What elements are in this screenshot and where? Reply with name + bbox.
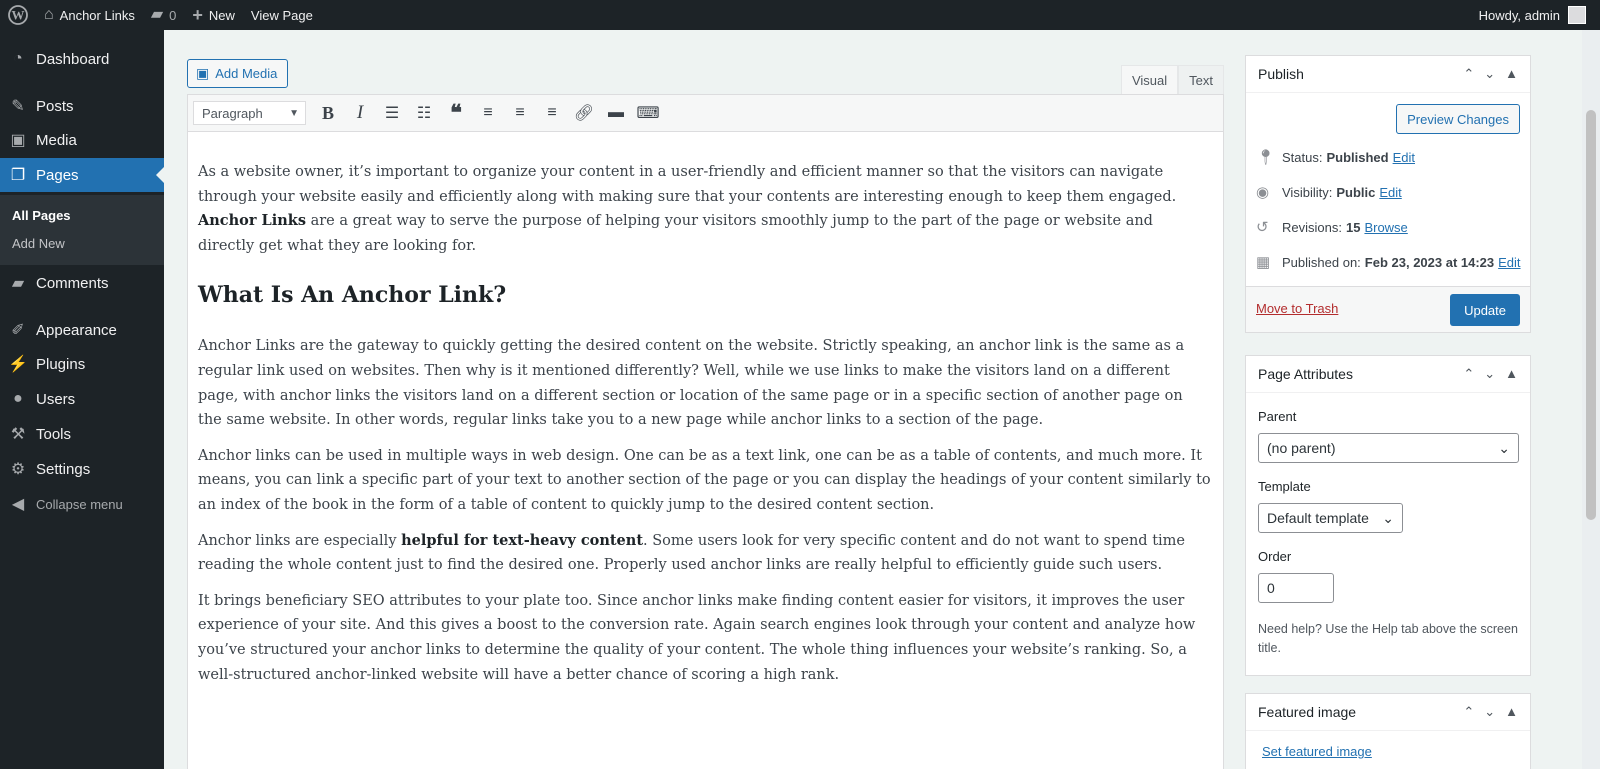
- chevron-up-icon[interactable]: ⌃: [1463, 366, 1475, 381]
- revisions-label: Revisions:: [1282, 219, 1342, 235]
- svg-text:W: W: [11, 7, 25, 23]
- featured-image-header: [1246, 694, 1530, 731]
- format-select[interactable]: [193, 101, 306, 125]
- pin-icon: 📍︎: [1256, 149, 1276, 166]
- eye-icon: ◉: [1256, 184, 1270, 201]
- quote-icon: ❝: [450, 100, 462, 125]
- numbered-list-icon: ☷: [416, 105, 432, 122]
- view-page-label: View Page: [250, 7, 313, 23]
- box-controls: [1463, 66, 1530, 82]
- browse-revisions-link[interactable]: Browse: [1364, 219, 1408, 235]
- sidebar-item-posts[interactable]: [0, 89, 164, 123]
- add-media-label: Add Media: [215, 66, 278, 81]
- history-icon: ↺: [1256, 219, 1269, 236]
- calendar-icon: ▦: [1256, 254, 1271, 271]
- brush-icon: ✐: [11, 322, 25, 339]
- paragraph-text: Anchor links are especially: [198, 532, 397, 549]
- page-attributes-box: [1245, 355, 1531, 676]
- visibility-label: Visibility:: [1282, 184, 1333, 200]
- chevron-up-icon[interactable]: ⌃: [1463, 704, 1475, 719]
- bullet-list-icon: ☰: [384, 105, 400, 122]
- sidebar-item-label: Dashboard: [36, 50, 110, 68]
- pages-submenu: [0, 195, 164, 265]
- chevron-down-icon[interactable]: ⌄: [1484, 704, 1496, 719]
- numbered-list-button[interactable]: [408, 99, 440, 127]
- editor-toolbar: [187, 94, 1224, 132]
- paragraph-5: It brings beneficiary SEO attributes to your plate too. Since anchor links make finding content easier for visitors, it improves the user experience of your site. And this gives a boost to the conversion rate. Again search engines look through your content and analyze how you’ve structured your anchor links to determine the quality of your content. The whole thing influences your website’s ranking. So, a well-structured anchor-linked website will have a better chance of scoring a high rank.: [198, 592, 1196, 683]
- paragraph-3: Anchor links can be used in multiple ways in web design. One can be as a text link, one can be as a table of contents, and much more. It means, you can link a specific part of your text to another section of the page or you can display the headings of your content similarly to an index of the book in the form of a table of content to quickly jump to the desired content section.: [198, 447, 1211, 513]
- chevron-down-icon: ▼: [289, 107, 299, 119]
- help-text: Need help? Use the Help tab above the screen title.: [1258, 622, 1518, 655]
- comment-icon: ▰: [11, 275, 25, 292]
- order-label: Order: [1258, 549, 1292, 564]
- howdy-label: Howdy, admin: [1478, 7, 1560, 23]
- publish-actions: [1246, 286, 1530, 332]
- collapse-menu-label: Collapse menu: [36, 496, 123, 512]
- published-value: Feb 23, 2023 at 14:23: [1364, 254, 1495, 270]
- dashboard-icon: ◔: [13, 50, 23, 67]
- sidebar-item-label: Posts: [36, 97, 74, 115]
- preview-changes-button[interactable]: Preview Changes: [1396, 104, 1520, 134]
- toggle-arrow-icon[interactable]: ▲: [1505, 366, 1518, 381]
- order-input[interactable]: 0: [1258, 573, 1334, 603]
- set-featured-image-link[interactable]: Set featured image: [1262, 744, 1372, 759]
- media-icon: ▣: [196, 65, 210, 81]
- tab-visual[interactable]: Visual: [1121, 65, 1178, 95]
- bold-button[interactable]: B: [321, 102, 334, 123]
- sidebar-item-media[interactable]: [0, 123, 164, 157]
- toolbar-toggle-button[interactable]: [632, 99, 664, 127]
- new-label: New: [208, 7, 235, 23]
- visibility-value: Public: [1336, 184, 1376, 200]
- toggle-arrow-icon[interactable]: ▲: [1505, 66, 1518, 81]
- toggle-arrow-icon[interactable]: ▲: [1505, 704, 1518, 719]
- editor-content[interactable]: [187, 132, 1224, 769]
- publish-box: [1245, 55, 1531, 333]
- revisions-row: [1256, 218, 1408, 236]
- published-label: Published on:: [1282, 254, 1361, 270]
- media-icon: ▣: [10, 132, 26, 149]
- collapse-menu-button[interactable]: [0, 487, 164, 521]
- chevron-down-icon[interactable]: ⌄: [1484, 366, 1496, 381]
- format-value: Paragraph: [202, 105, 263, 121]
- chevron-down-icon[interactable]: ⌄: [1484, 66, 1496, 81]
- align-center-button[interactable]: [504, 99, 536, 127]
- move-to-trash-link[interactable]: Move to Trash: [1256, 301, 1339, 316]
- blockquote-button[interactable]: [440, 99, 472, 127]
- paragraph-4: [198, 529, 1211, 578]
- featured-image-box: [1245, 693, 1531, 769]
- admin-bar: [0, 0, 1600, 30]
- sidebar-item-label: Pages: [36, 166, 79, 184]
- sidebar-item-label: Comments: [36, 274, 109, 292]
- wordpress-logo-icon[interactable]: [0, 0, 36, 30]
- align-center-icon: ≡: [515, 104, 525, 121]
- sidebar-item-tools[interactable]: [0, 417, 164, 451]
- chevron-up-icon[interactable]: ⌃: [1463, 66, 1475, 81]
- read-more-icon: ▬: [608, 104, 624, 121]
- submenu-add-new[interactable]: Add New: [12, 236, 65, 251]
- chevron-down-icon: ⌄: [1382, 509, 1394, 526]
- status-value: Published: [1326, 149, 1389, 165]
- read-more-button[interactable]: [600, 99, 632, 127]
- update-button[interactable]: Update: [1450, 294, 1520, 326]
- paragraph-text: are a great way to serve the purpose of helping your visitors smoothly jump to the part of the page or website and directly get what they are looking for.: [198, 213, 1153, 254]
- box-controls: [1463, 704, 1530, 720]
- template-label: Template: [1258, 479, 1311, 494]
- scrollbar-thumb[interactable]: [1586, 110, 1596, 520]
- sidebar-item-users[interactable]: [0, 382, 164, 416]
- bulleted-list-button[interactable]: [376, 99, 408, 127]
- admin-sidebar: [0, 30, 164, 769]
- home-icon: ⌂: [44, 6, 54, 23]
- edit-status-link[interactable]: Edit: [1392, 149, 1415, 165]
- sidebar-item-dashboard[interactable]: [0, 42, 164, 76]
- new-content-link[interactable]: [184, 0, 243, 30]
- featured-image-title: Featured image: [1258, 704, 1357, 720]
- revisions-value: 15: [1345, 219, 1361, 235]
- sidebar-item-label: Users: [36, 390, 76, 408]
- chevron-down-icon: ⌄: [1498, 439, 1510, 456]
- pushpin-icon: ✎: [11, 98, 25, 115]
- page-attributes-header: [1246, 356, 1530, 393]
- user-icon: ●: [13, 390, 23, 407]
- sidebar-item-label: Tools: [36, 425, 72, 443]
- page-attributes-title: Page Attributes: [1258, 366, 1353, 382]
- collapse-arrow-icon: ◀: [11, 496, 25, 513]
- italic-button[interactable]: I: [356, 102, 364, 123]
- published-row: [1256, 253, 1521, 271]
- paragraph-text: . Some users look for very specific content and do not want to spend time reading the whole content just to find the desired one. Properly used anchor links are really helpful to efficiently guide such users.: [198, 532, 1185, 574]
- parent-label: Parent: [1258, 409, 1297, 424]
- sidebar-item-plugins[interactable]: [0, 347, 164, 381]
- align-right-button[interactable]: [536, 99, 568, 127]
- sidebar-item-label: Appearance: [36, 321, 117, 339]
- insert-link-button[interactable]: [568, 99, 600, 127]
- status-row: [1256, 148, 1415, 166]
- publish-title: Publish: [1258, 66, 1304, 82]
- content-heading: What Is An Anchor Link?: [198, 282, 507, 309]
- sidebar-item-appearance[interactable]: [0, 313, 164, 347]
- box-controls: [1463, 366, 1530, 382]
- account-menu[interactable]: [1471, 0, 1600, 30]
- status-label: Status:: [1282, 149, 1323, 165]
- parent-select[interactable]: [1258, 433, 1519, 463]
- scrollbar[interactable]: [1582, 30, 1600, 769]
- align-right-icon: ≡: [547, 104, 557, 121]
- align-left-icon: ≡: [483, 104, 493, 121]
- publish-header: [1246, 56, 1530, 93]
- align-left-button[interactable]: [472, 99, 504, 127]
- sidebar-item-pages[interactable]: [0, 158, 164, 192]
- sidebar-item-settings[interactable]: [0, 452, 164, 486]
- wrench-icon: ⚒: [10, 426, 26, 443]
- comments-link[interactable]: [143, 0, 185, 30]
- sidebar-item-comments[interactable]: [0, 266, 164, 300]
- template-select[interactable]: [1258, 503, 1403, 533]
- view-page-link[interactable]: [243, 0, 321, 30]
- bold-text: helpful for text-heavy content: [401, 531, 644, 549]
- sidebar-item-label: Media: [36, 131, 77, 149]
- edit-date-link[interactable]: Edit: [1498, 254, 1521, 270]
- plugin-icon: ⚡: [8, 356, 28, 373]
- sidebar-item-label: Settings: [36, 460, 91, 478]
- avatar: [1568, 6, 1586, 24]
- paragraph-text: As a website owner, it’s important to organize your content in a user-friendly and efficient manner so that the visitors can navigate through your website easily and efficiently along with making sure that your contents are interesting enough to keep them engaged.: [198, 164, 1177, 205]
- link-icon: 🔗︎: [573, 105, 595, 122]
- editor-tabs: [1121, 65, 1224, 95]
- add-media-button[interactable]: [187, 59, 288, 88]
- site-name-link[interactable]: [36, 0, 143, 30]
- settings-icon: ⚙: [10, 461, 26, 478]
- sidebar-item-label: Plugins: [36, 355, 86, 373]
- bold-text: Anchor Links: [198, 212, 306, 230]
- plus-icon: +: [192, 5, 203, 25]
- page-icon: ❐: [10, 167, 26, 184]
- paragraph-2: Anchor Links are the gateway to quickly getting the desired content on the website. Strictly speaking, an anchor link is the same as a regular link used on websites. Then why is it mentioned differently? Well, while we use links to make the visitors land on a different page, with anchor links the visitors land on a different section or location of the same page or in a specific section of another page on the same website. In other words, regular links take you to a new page while anchor links to a section of the page.: [198, 338, 1185, 429]
- template-value: Default template: [1267, 510, 1369, 526]
- submenu-all-pages[interactable]: All Pages: [12, 208, 71, 223]
- site-name-label: Anchor Links: [59, 7, 135, 23]
- paragraph-1: [198, 160, 1211, 258]
- comment-bubble-icon: ▰: [150, 6, 164, 23]
- keyboard-icon: ⌨: [636, 105, 660, 122]
- parent-value: (no parent): [1267, 440, 1336, 456]
- tab-text[interactable]: Text: [1178, 65, 1224, 95]
- edit-visibility-link[interactable]: Edit: [1379, 184, 1402, 200]
- visibility-row: [1256, 183, 1402, 201]
- comments-count: 0: [169, 7, 177, 23]
